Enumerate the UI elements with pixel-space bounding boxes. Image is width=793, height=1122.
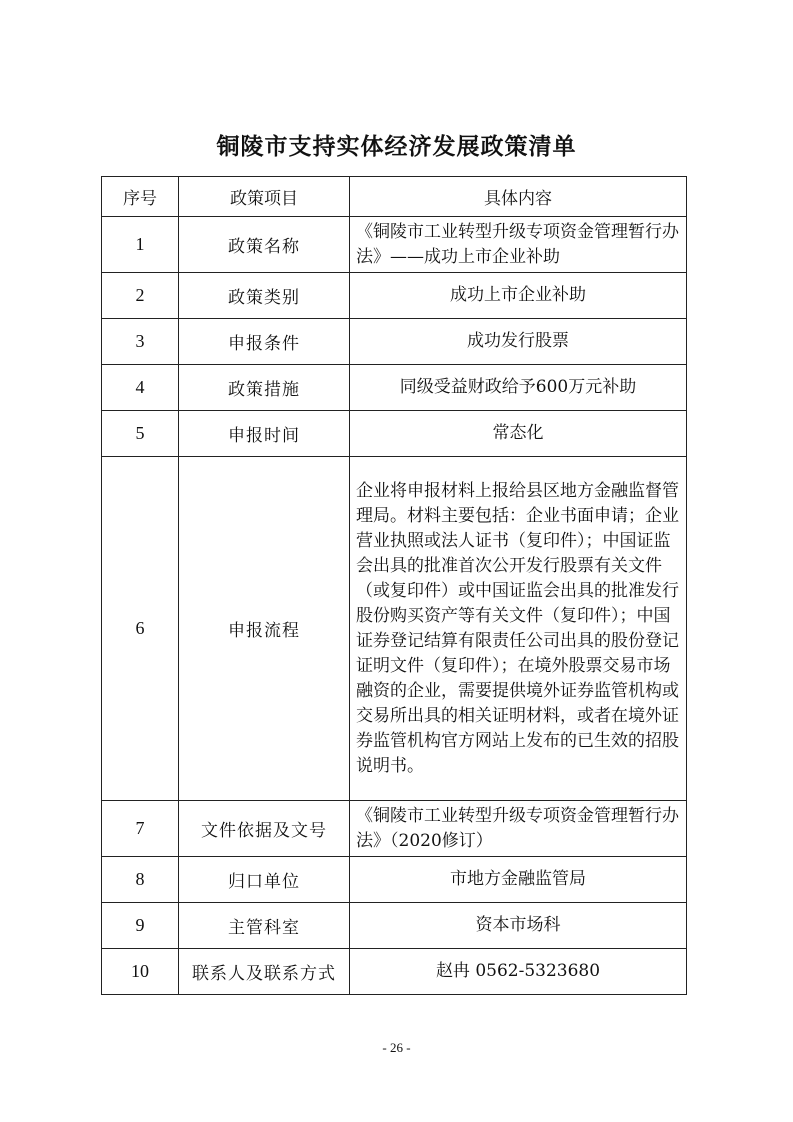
row-item: 政策措施 (179, 365, 350, 411)
row-content: 常态化 (350, 411, 687, 457)
header-cell-content: 具体内容 (350, 177, 687, 217)
row-number: 9 (102, 903, 179, 949)
table-row (102, 857, 687, 903)
row-number: 5 (102, 411, 179, 457)
row-content: 市地方金融监管局 (350, 857, 687, 903)
row-item: 政策名称 (179, 217, 350, 273)
header-cell-item: 政策项目 (179, 177, 350, 217)
table-row (102, 903, 687, 949)
page-title: 铜陵市支持实体经济发展政策清单 (216, 134, 577, 160)
table-row (102, 319, 687, 365)
table-row (102, 949, 687, 995)
row-content: 同级受益财政给予600万元补助 (350, 365, 687, 411)
row-content: 《铜陵市工业转型升级专项资金管理暂行办法》——成功上市企业补助 (350, 217, 687, 273)
row-number: 4 (102, 365, 179, 411)
row-item: 文件依据及文号 (179, 801, 350, 857)
header-cell-index: 序号 (102, 177, 179, 217)
row-item: 联系人及联系方式 (179, 949, 350, 995)
row-content: 资本市场科 (350, 903, 687, 949)
table-row (102, 457, 687, 801)
table-row (102, 217, 687, 273)
table-row (102, 365, 687, 411)
row-item: 政策类别 (179, 273, 350, 319)
row-item: 申报时间 (179, 411, 350, 457)
table-row (102, 801, 687, 857)
row-number: 10 (102, 949, 179, 995)
row-number: 3 (102, 319, 179, 365)
table-header-row (102, 177, 687, 217)
row-item: 主管科室 (179, 903, 350, 949)
row-item: 归口单位 (179, 857, 350, 903)
row-item: 申报条件 (179, 319, 350, 365)
page-number: - 26 - (382, 1040, 411, 1055)
row-content: 赵冉 0562-5323680 (350, 949, 687, 995)
row-number: 8 (102, 857, 179, 903)
row-number: 7 (102, 801, 179, 857)
row-number: 6 (102, 457, 179, 801)
row-content: 企业将申报材料上报给县区地方金融监督管理局。材料主要包括：企业书面申请；企业营业执照或法人证书（复印件）；中国证监会出具的批准首次公开发行股票有关文件（或复印件）或中国证监会出具的批准发行股份购买资产等有关文件（复印件）；中国证券登记结算有限责任公司出具的股份登记证明文件（复印件）；在境外股票交易市场融资的企业，需要提供境外证券监管机构或交易所出具的相关证明材料，或者在境外证券监管机构官方网站上发布的已生效的招股说明书。 (350, 457, 687, 801)
row-number: 1 (102, 217, 179, 273)
row-number: 2 (102, 273, 179, 319)
row-content: 《铜陵市工业转型升级专项资金管理暂行办法》（2020修订） (350, 801, 687, 857)
row-item: 申报流程 (179, 457, 350, 801)
row-content: 成功上市企业补助 (350, 273, 687, 319)
policy-table (101, 176, 687, 995)
table-row (102, 273, 687, 319)
table-row (102, 411, 687, 457)
row-content: 成功发行股票 (350, 319, 687, 365)
